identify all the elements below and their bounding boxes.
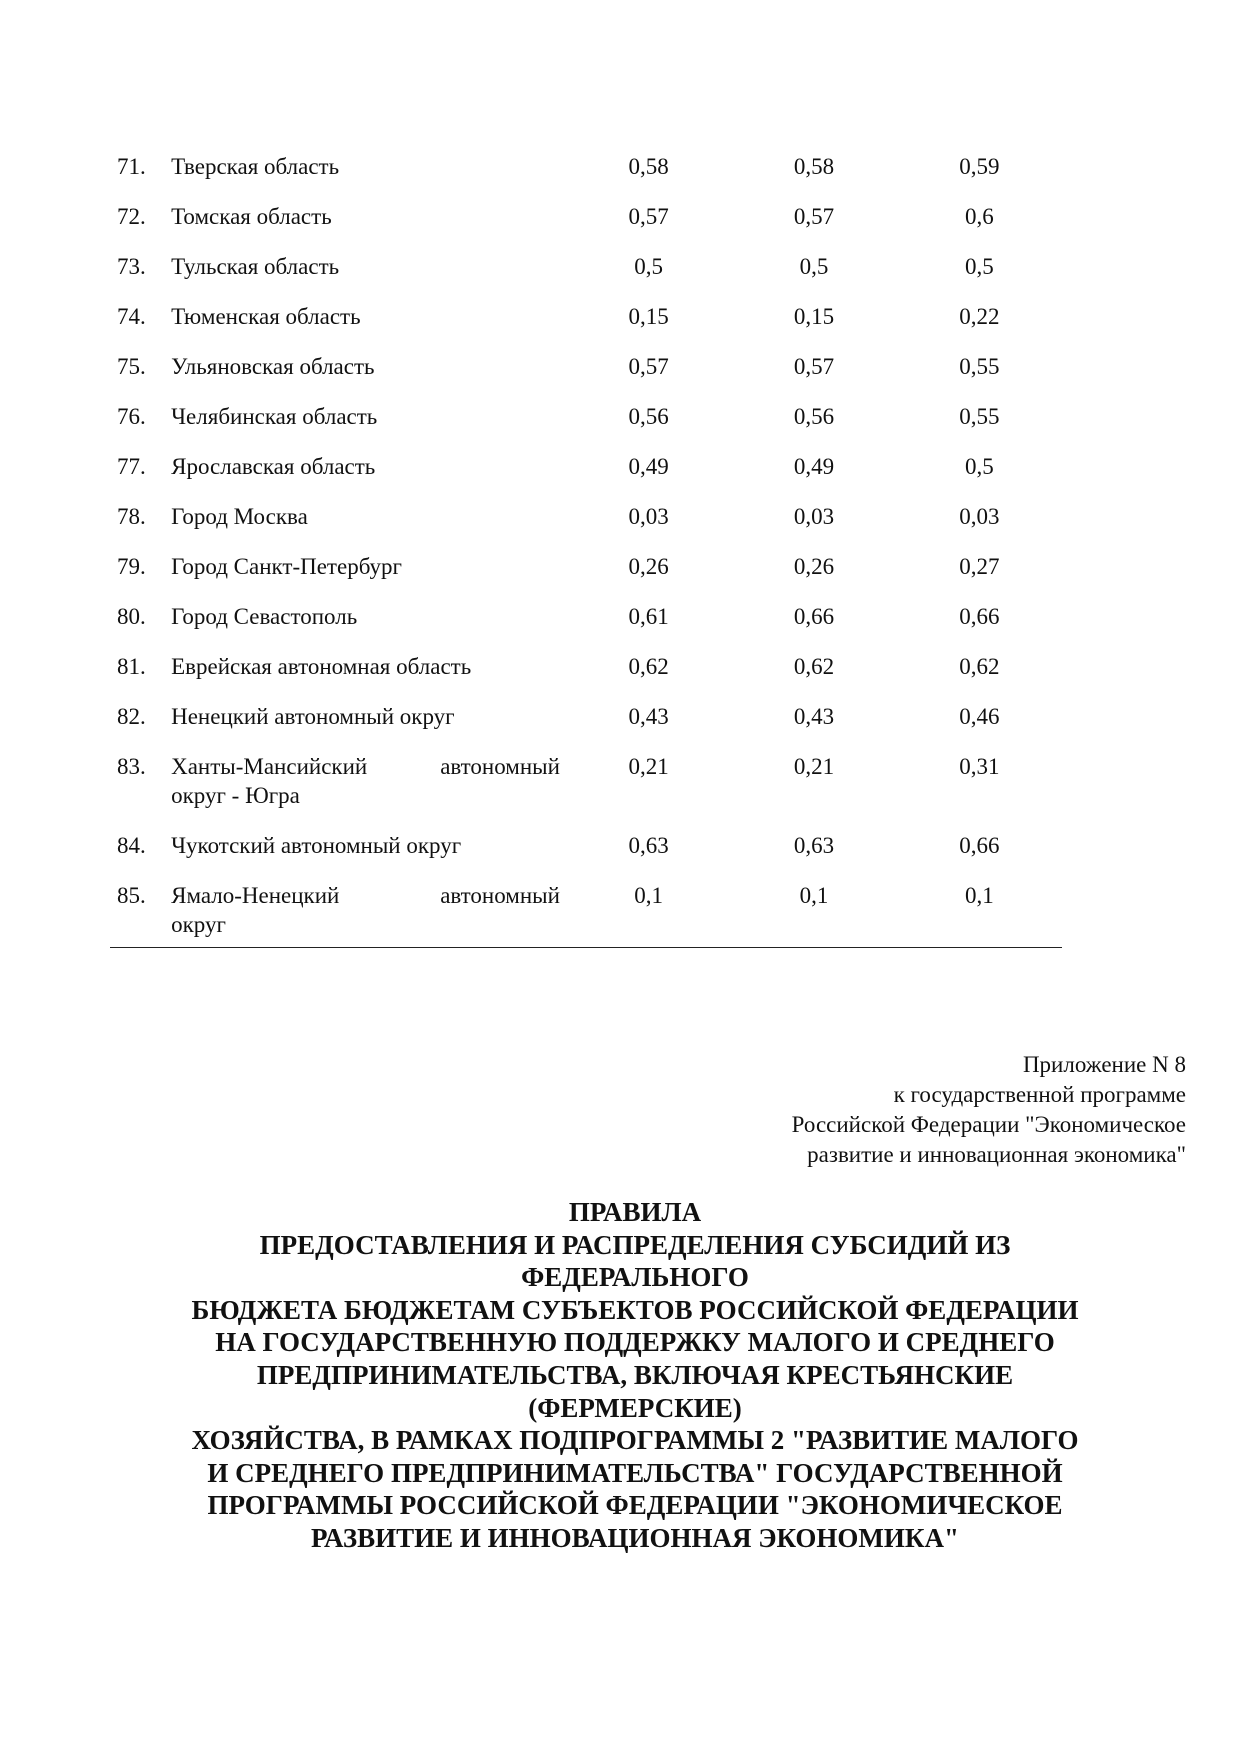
row-number: 80.	[117, 604, 146, 629]
title-line: ПРЕДОСТАВЛЕНИЯ И РАСПРЕДЕЛЕНИЯ СУБСИДИЙ ИЗ	[259, 1229, 1011, 1260]
value-col-3: 0,1	[897, 881, 1062, 948]
value-col-2: 0,62	[793, 654, 835, 679]
value-col-1: 0,49	[628, 454, 669, 479]
region-name: Тюменская область	[171, 304, 361, 329]
appendix-line-3: Российской Федерации "Экономическое	[791, 1112, 1186, 1137]
value-col-1: 0,63	[628, 833, 669, 858]
region-name	[165, 881, 566, 948]
table-row	[110, 602, 1062, 652]
table-row	[110, 502, 1062, 552]
appendix-line-2: к государственной программе	[893, 1082, 1186, 1107]
row-number: 79.	[117, 554, 146, 579]
appendix-line-4: развитие и инновационная экономика"	[807, 1142, 1186, 1167]
region-name: Челябинская область	[171, 404, 378, 429]
region-name: Ульяновская область	[171, 354, 375, 379]
row-number: 72.	[117, 204, 146, 229]
value-col-1: 0,1	[566, 881, 731, 948]
row-number: 76.	[117, 404, 146, 429]
region-name: Ненецкий автономный округ	[171, 704, 455, 729]
row-number: 83.	[117, 754, 146, 779]
region-name: Город Санкт-Петербург	[171, 554, 402, 579]
region-name-part-3: округ	[171, 912, 226, 937]
value-col-2: 0,56	[793, 404, 835, 429]
title-line: РАЗВИТИЕ И ИННОВАЦИОННАЯ ЭКОНОМИКА"	[311, 1522, 959, 1553]
value-col-2: 0,21	[793, 754, 835, 779]
region-name-part-3: округ - Югра	[171, 783, 300, 808]
value-col-3: 0,03	[959, 504, 1000, 529]
table-row	[110, 831, 1062, 881]
title-line: БЮДЖЕТА БЮДЖЕТАМ СУБЪЕКТОВ РОССИЙСКОЙ ФЕДЕРАЦИИ	[191, 1294, 1079, 1325]
region-name-part-1: Ямало-Ненецкий	[171, 883, 340, 908]
value-col-2: 0,26	[793, 554, 835, 579]
row-number: 85.	[110, 881, 165, 948]
region-name: Тверская область	[171, 154, 340, 179]
title-line: ФЕДЕРАЛЬНОГО	[521, 1262, 749, 1293]
value-col-3: 0,5	[964, 454, 994, 479]
title-line: ПРЕДПРИНИМАТЕЛЬСТВА, ВКЛЮЧАЯ КРЕСТЬЯНСКИЕ	[256, 1359, 1014, 1390]
row-number: 81.	[117, 654, 146, 679]
title-line: (ФЕРМЕРСКИЕ)	[528, 1392, 742, 1423]
table-row	[110, 352, 1062, 402]
title-line: НА ГОСУДАРСТВЕННУЮ ПОДДЕРЖКУ МАЛОГО И СРЕДНЕГО	[215, 1327, 1055, 1358]
value-col-1: 0,15	[628, 304, 669, 329]
value-col-1: 0,5	[634, 254, 663, 279]
title-line: ПРОГРАММЫ РОССИЙСКОЙ ФЕДЕРАЦИИ "ЭКОНОМИЧЕСКОЕ	[207, 1490, 1063, 1521]
value-col-1: 0,61	[628, 604, 669, 629]
value-col-2: 0,1	[731, 881, 896, 948]
region-name: Чукотский автономный округ	[171, 833, 462, 858]
row-number: 75.	[117, 354, 146, 379]
value-col-1: 0,57	[628, 354, 669, 379]
region-name: Тульская область	[171, 254, 340, 279]
value-col-3: 0,46	[959, 704, 1000, 729]
table-row	[110, 302, 1062, 352]
value-col-2: 0,43	[793, 704, 835, 729]
region-name	[165, 752, 566, 831]
table-row	[110, 881, 1062, 948]
row-number: 78.	[117, 504, 146, 529]
value-col-3: 0,66	[959, 604, 1000, 629]
value-col-1: 0,58	[628, 154, 669, 179]
row-number: 74.	[117, 304, 146, 329]
value-col-1: 0,57	[628, 204, 669, 229]
value-col-3: 0,62	[959, 654, 1000, 679]
table-row	[110, 252, 1062, 302]
value-col-3: 0,55	[959, 404, 1000, 429]
row-number: 73.	[117, 254, 146, 279]
value-col-3: 0,5	[964, 254, 994, 279]
title-line: ПРАВИЛА	[568, 1197, 702, 1227]
value-col-3: 0,59	[959, 154, 1000, 179]
region-name-part-1: Ханты-Мансийский	[171, 754, 368, 779]
value-col-1: 0,21	[628, 754, 669, 779]
appendix-line-1: Приложение N 8	[1022, 1052, 1186, 1077]
value-col-1: 0,56	[628, 404, 669, 429]
value-col-3: 0,22	[959, 304, 1000, 329]
table-row	[110, 402, 1062, 452]
table-row	[110, 452, 1062, 502]
value-col-3: 0,31	[959, 754, 1000, 779]
value-col-3: 0,27	[959, 554, 1000, 579]
value-col-1: 0,03	[628, 504, 669, 529]
region-name: Ярославская область	[171, 454, 376, 479]
title-line: ХОЗЯЙСТВА, В РАМКАХ ПОДПРОГРАММЫ 2 "РАЗВИТИЕ МАЛОГО	[191, 1425, 1079, 1456]
region-name: Еврейская автономная область	[171, 654, 472, 679]
region-name: Томская область	[171, 204, 332, 229]
value-col-2: 0,58	[793, 154, 835, 179]
table-row	[110, 152, 1062, 202]
row-number: 82.	[117, 704, 146, 729]
value-col-1: 0,43	[628, 704, 669, 729]
appendix-reference	[792, 1050, 1186, 1170]
value-col-3: 0,66	[959, 833, 1000, 858]
row-number: 71.	[117, 154, 146, 179]
value-col-2: 0,57	[793, 204, 835, 229]
value-col-2: 0,5	[799, 254, 829, 279]
table-row	[110, 702, 1062, 752]
document-title	[130, 1196, 1140, 1555]
table-row	[110, 202, 1062, 252]
value-col-3: 0,6	[964, 204, 994, 229]
region-name-part-2: автономный	[440, 883, 560, 908]
value-col-1: 0,26	[628, 554, 669, 579]
value-col-2: 0,57	[793, 354, 835, 379]
region-name: Город Москва	[171, 504, 308, 529]
title-line: И СРЕДНЕГО ПРЕДПРИНИМАТЕЛЬСТВА" ГОСУДАРСТВЕННОЙ	[207, 1457, 1063, 1488]
value-col-2: 0,49	[793, 454, 835, 479]
value-col-2: 0,63	[793, 833, 835, 858]
value-col-2: 0,66	[793, 604, 835, 629]
row-number: 84.	[117, 833, 146, 858]
region-name-part-2: автономный	[440, 754, 560, 779]
row-number: 77.	[117, 454, 146, 479]
table-row	[110, 652, 1062, 702]
value-col-3: 0,55	[959, 354, 1000, 379]
value-col-2: 0,03	[793, 504, 835, 529]
region-name: Город Севастополь	[171, 604, 358, 629]
table-row	[110, 552, 1062, 602]
table-row	[110, 752, 1062, 831]
subsidy-coefficients-table	[110, 152, 1062, 948]
value-col-1: 0,62	[628, 654, 669, 679]
value-col-2: 0,15	[793, 304, 835, 329]
